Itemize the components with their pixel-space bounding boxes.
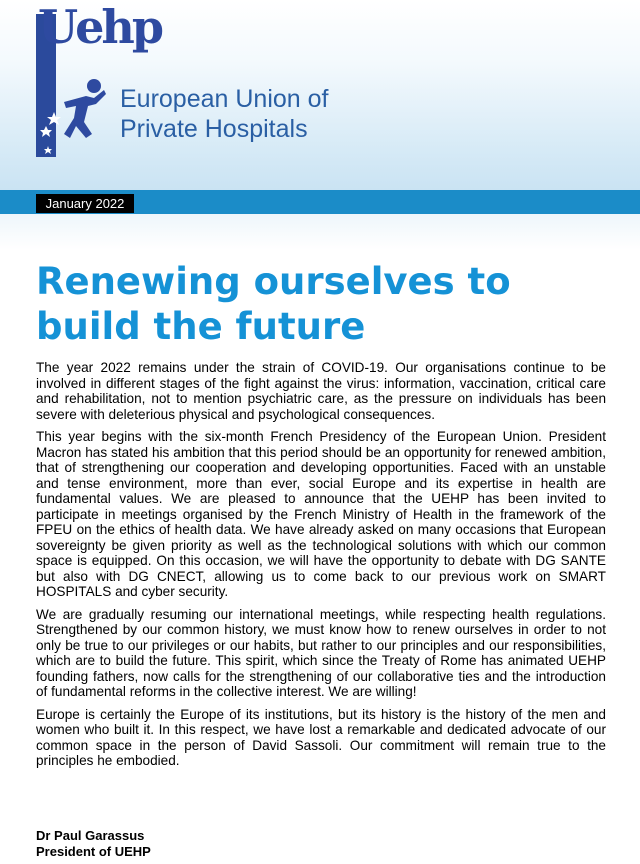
header-banner — [0, 0, 640, 214]
paragraph: This year begins with the six-month French Presidency of the European Union. President Macron has stated his ambition that this period should be an opportunity for renewed ambition, that of strengthening our cooperation and developing opportunities. Faced with an unstable and tense environment, more than ever, social Europe and its expertise in health are fundamental values. We are pleased to announce that the UEHP has been invited to participate in meetings organised by the French Ministry of Health in the framework of the FPEU on the ethics of health data. We have already asked on many occasions that European sovereignty be given priority as well as the technological solutions with which our common space is equipped. On this occasion, we will have the opportunity to debate with DG SANTE but also with DG CNECT, allowing us to come back to our previous work on SMART HOSPITALS and cyber security. — [36, 429, 606, 599]
paragraph: The year 2022 remains under the strain of COVID-19. Our organisations continue to be involved in different stages of the fight against the virus: information, vaccination, critical care and rehabilitation, not to mention psychiatric care, as the pressure on individuals has been severe with deleterious physical and psychological consequences. — [36, 360, 606, 422]
signature-title: President of UEHP — [36, 844, 151, 859]
article-body — [36, 360, 606, 776]
article-title — [36, 259, 616, 349]
organization-name-line1: European Union of — [120, 85, 329, 113]
signature-name: Dr Paul Garassus — [36, 828, 145, 843]
paragraph: We are gradually resuming our international meetings, while respecting health regulations. Strengthened by our common history, we must know how to renew ourselves in order to not only be true to our privileges or our habits, but rather to our principles and our responsibilities, which are to build the future. This spirit, which since the Treaty of Rome has animated UEHP founding fathers, now calls for the strengthening of our collaborative ties and the introduction of fundamental reforms in the collective interest. We are willing! — [36, 606, 606, 699]
signature-block — [36, 828, 151, 860]
header-fade — [0, 214, 640, 250]
uehp-logo: Uehp — [38, 0, 161, 54]
article-title-line2: build the future — [36, 305, 366, 348]
paragraph: Europe is certainly the Europe of its institutions, but its history is the history of the men and women who built it. In this respect, we have lost a remarkable and dedicated advocate of our common space in the person of David Sassoli. Our commitment will remain true to the principles he embodied. — [36, 706, 606, 768]
logo-figure-icon — [36, 72, 108, 160]
organization-name-line2: Private Hospitals — [120, 115, 308, 143]
article-title-line1: Renewing ourselves to — [36, 260, 511, 303]
organization-name — [120, 84, 328, 144]
issue-date: January 2022 — [36, 194, 134, 213]
